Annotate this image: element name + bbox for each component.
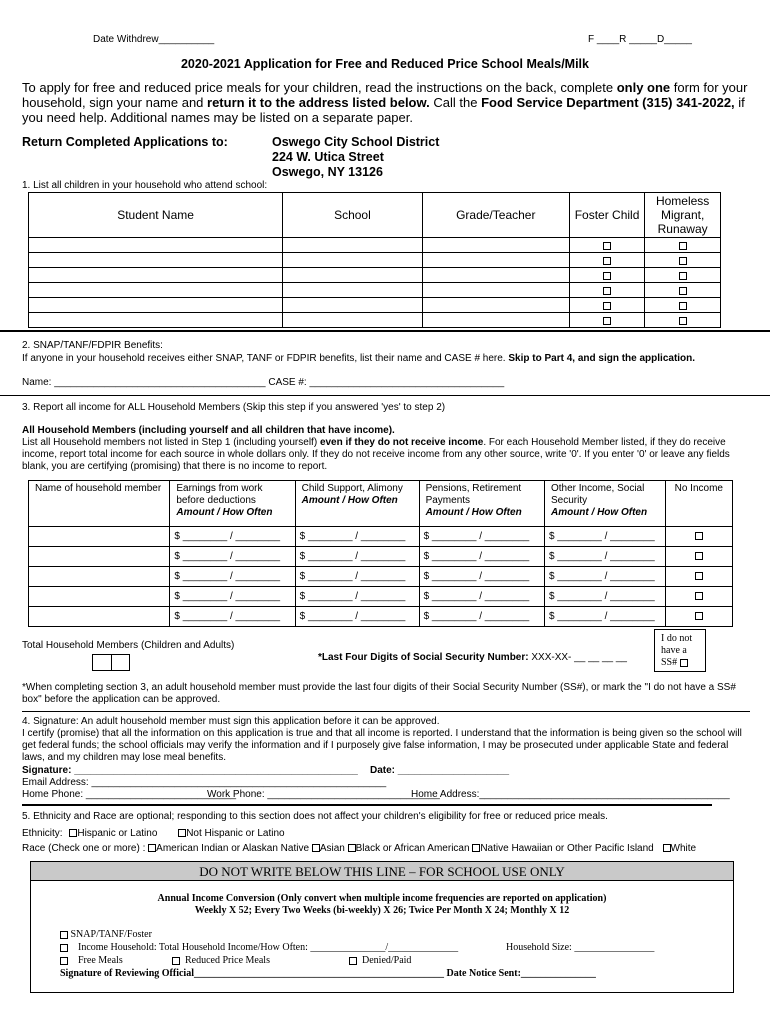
step3-label: 3. Report all income for ALL Household Members (Skip this step if you answered 'yes' to step 2): [22, 402, 446, 413]
household-size-field[interactable]: Household Size: ________________: [506, 942, 655, 953]
children-table: [28, 192, 721, 328]
income-amount-field[interactable]: $ ________ / ________: [170, 587, 295, 607]
race-asian-checkbox[interactable]: [312, 844, 320, 852]
race-white-label: White: [670, 843, 697, 854]
homeless-cell: [645, 253, 721, 268]
reduced-option: [172, 955, 270, 966]
income-header: [29, 481, 733, 527]
date-notice-label: Date Notice Sent:: [446, 968, 521, 979]
no-income-cell: [665, 567, 732, 587]
header-child-support-label: Child Support, Alimony: [301, 483, 403, 494]
homeless-checkbox[interactable]: [679, 242, 687, 250]
intro-text-2: form for your household, sign your name and: [22, 80, 748, 110]
school-cell[interactable]: [283, 283, 423, 298]
foster-child-checkbox[interactable]: [603, 302, 611, 310]
hispanic-label: Hispanic or Latino: [77, 828, 158, 839]
no-ssn-box[interactable]: [654, 629, 706, 672]
ethnicity-row: [22, 828, 285, 839]
income-amount-field[interactable]: $ ________ / ________: [544, 567, 665, 587]
no-income-checkbox[interactable]: [695, 552, 703, 560]
step5-label: 5. Ethnicity and Race are optional; responding to this section does not affect your children's eligibility for free or reduced price meals.: [22, 811, 608, 822]
intro-text-3: Call the: [429, 95, 482, 110]
income-household-checkbox[interactable]: [60, 944, 68, 952]
student-name-cell[interactable]: [29, 298, 283, 313]
income-row: [29, 587, 733, 607]
child-row: [29, 313, 721, 328]
grade-teacher-cell[interactable]: [422, 298, 569, 313]
step3-text-2: . For each Household Member listed, if they do receive income, report total income for each source in whole dollars only. If they do not receive income from any other source, write '0'. If you enter '0' or leave any fields blank, you are certifying (promising) that there is no income to report.: [22, 437, 730, 472]
amount-how-often-label: Amount / How Often: [550, 507, 648, 518]
date-field[interactable]: Date: ____________________: [370, 765, 510, 776]
ssn-label: *Last Four Digits of Social Security Number:: [318, 652, 529, 663]
student-name-cell[interactable]: [29, 253, 283, 268]
child-row: [29, 253, 721, 268]
race-american-indian-checkbox[interactable]: [148, 844, 156, 852]
no-ssn-label: I do not have a SS#: [661, 633, 693, 668]
income-amount-field[interactable]: $ ________ / ________: [170, 567, 295, 587]
homeless-cell: [645, 298, 721, 313]
homeless-checkbox[interactable]: [679, 272, 687, 280]
no-income-checkbox[interactable]: [695, 592, 703, 600]
header-homeless: Homeless Migrant, Runaway: [645, 193, 721, 238]
homeless-checkbox[interactable]: [679, 287, 687, 295]
address-line-2: 224 W. Utica Street: [272, 150, 384, 164]
header-pensions-label: Pensions, Retirement Payments: [425, 483, 522, 506]
race-white-checkbox[interactable]: [663, 844, 671, 852]
child-row: [29, 268, 721, 283]
homeless-checkbox[interactable]: [679, 302, 687, 310]
income-row: [29, 547, 733, 567]
no-ssn-checkbox[interactable]: [680, 659, 688, 667]
no-income-cell: [665, 547, 732, 567]
income-amount-field[interactable]: $ ________ / ________: [295, 527, 419, 547]
children-table-header: [29, 193, 721, 238]
intro-paragraph: [22, 80, 757, 125]
email-field[interactable]: Email Address: _____________________________________________________: [22, 777, 387, 788]
no-income-cell: [665, 527, 732, 547]
ssn-input[interactable]: XXX-XX- __ __ __ __: [531, 652, 627, 663]
income-table: [28, 480, 733, 627]
income-amount-field[interactable]: $ ________ / ________: [544, 587, 665, 607]
student-name-cell[interactable]: [29, 283, 283, 298]
divider: [22, 711, 750, 712]
snap-checkbox[interactable]: [60, 931, 68, 939]
snap-label: SNAP/TANF/Foster: [70, 929, 152, 940]
denied-option: [349, 955, 411, 966]
school-cell[interactable]: [283, 238, 423, 253]
ethnicity-label: Ethnicity:: [22, 828, 63, 839]
header-child-support: [295, 481, 419, 527]
income-amount-field[interactable]: $ ________ / ________: [170, 607, 295, 627]
reduced-label: Reduced Price Meals: [185, 955, 270, 966]
grade-teacher-cell[interactable]: [422, 268, 569, 283]
total-digit-2[interactable]: [112, 655, 130, 670]
member-name-cell[interactable]: [29, 567, 170, 587]
intro-bold-3: Food Service Department (315) 341-2022,: [481, 95, 735, 110]
page-title: 2020-2021 Application for Free and Reduced Price School Meals/Milk: [180, 57, 589, 71]
income-amount-field[interactable]: $ ________ / ________: [419, 587, 544, 607]
homeless-cell: [645, 283, 721, 298]
intro-bold-1: only one: [616, 80, 671, 95]
race-black-checkbox[interactable]: [348, 844, 356, 852]
foster-child-checkbox[interactable]: [603, 257, 611, 265]
race-black-label: Black or African American: [355, 843, 470, 854]
grade-teacher-cell[interactable]: [422, 253, 569, 268]
children-rows: [29, 238, 721, 328]
income-row: [29, 607, 733, 627]
foster-child-checkbox[interactable]: [603, 272, 611, 280]
total-members-label: Total Household Members (Children and Adults): [22, 640, 235, 651]
home-phone-field[interactable]: Home Phone: ___________________________: [22, 789, 237, 800]
race-label: Race (Check one or more) :: [22, 843, 146, 854]
signature-field[interactable]: Signature: ___________________________________________________: [22, 765, 358, 776]
foster-child-cell: [569, 313, 644, 328]
frd-codes: F ____R _____D_____: [588, 34, 692, 45]
no-income-checkbox[interactable]: [695, 612, 703, 620]
no-income-checkbox[interactable]: [695, 532, 703, 540]
student-name-cell[interactable]: [29, 238, 283, 253]
income-amount-field[interactable]: $ ________ / ________: [295, 587, 419, 607]
foster-child-checkbox[interactable]: [603, 317, 611, 325]
member-name-cell[interactable]: [29, 607, 170, 627]
header-other-income-label: Other Income, Social Security: [550, 483, 645, 506]
address-line-1: Oswego City School District: [272, 135, 440, 149]
header-other-income: [544, 481, 665, 527]
income-amount-field[interactable]: $ ________ / ________: [170, 547, 295, 567]
header-member-name-label: Name of household member: [35, 483, 162, 494]
child-row: [29, 298, 721, 313]
income-row: [29, 527, 733, 547]
reduced-checkbox[interactable]: [172, 957, 180, 965]
foster-child-cell: [569, 268, 644, 283]
amount-how-often-label: Amount / How Often: [425, 507, 522, 518]
school-use-banner: DO NOT WRITE BELOW THIS LINE – FOR SCHOOL USE ONLY: [30, 861, 734, 881]
race-hawaiian-label: Native Hawaiian or Other Pacific Island: [480, 843, 654, 854]
income-amount-field[interactable]: $ ________ / ________: [295, 607, 419, 627]
divider: [0, 395, 770, 396]
header-earnings: [170, 481, 295, 527]
income-amount-field[interactable]: $ ________ / ________: [295, 567, 419, 587]
step1-label: 1. List all children in your household who attend school:: [22, 180, 268, 191]
header-foster-child: Foster Child: [569, 193, 644, 238]
step3-heading: All Household Members (including yourself and all children that have income).: [22, 425, 395, 436]
not-hispanic-label: Not Hispanic or Latino: [186, 828, 285, 839]
official-signature-row: [60, 968, 596, 979]
step3-text-1: List all Household members not listed in Step 1 (including yourself): [22, 437, 320, 448]
address-line-3: Oswego, NY 13126: [272, 165, 383, 179]
snap-option: [60, 929, 152, 940]
student-name-cell[interactable]: [29, 268, 283, 283]
member-name-cell[interactable]: [29, 527, 170, 547]
foster-child-checkbox[interactable]: [603, 242, 611, 250]
race-american-indian-label: American Indian or Alaskan Native: [156, 843, 310, 854]
no-income-checkbox[interactable]: [695, 572, 703, 580]
step2-label: 2. SNAP/TANF/FDPIR Benefits:: [22, 340, 163, 351]
income-amount-field[interactable]: $ ________ / ________: [419, 567, 544, 587]
ssn-row: [318, 652, 627, 663]
income-amount-field[interactable]: $ ________ / ________: [544, 607, 665, 627]
date-notice-field[interactable]: _______________: [520, 968, 596, 979]
date-withdrew: Date Withdrew__________: [93, 34, 215, 45]
homeless-checkbox[interactable]: [679, 317, 687, 325]
official-signature-field[interactable]: __________________________________________________: [193, 968, 444, 979]
header-student-name: Student Name: [29, 193, 283, 238]
header-pensions: [419, 481, 544, 527]
income-amount-field[interactable]: $ ________ / ________: [295, 547, 419, 567]
denied-checkbox[interactable]: [349, 957, 357, 965]
intro-bold-2: return it to the address listed below.: [207, 95, 430, 110]
income-amount-field[interactable]: $ ________ / ________: [419, 547, 544, 567]
homeless-cell: [645, 238, 721, 253]
amount-how-often-label: Amount / How Often: [176, 507, 273, 518]
school-cell[interactable]: [283, 313, 423, 328]
income-rows: [29, 527, 733, 627]
header-earnings-label: Earnings from work before deductions: [176, 483, 263, 506]
intro-text-4: if you need help. Additional names may be listed on a separate paper.: [22, 95, 745, 125]
step2-instructions: If anyone in your household receives either SNAP, TANF or FDPIR benefits, list their name and CASE # here.: [22, 353, 506, 364]
grade-teacher-cell[interactable]: [422, 313, 569, 328]
homeless-checkbox[interactable]: [679, 257, 687, 265]
income-row: [29, 567, 733, 587]
step3-instructions: [22, 437, 752, 473]
school-cell[interactable]: [283, 268, 423, 283]
ssn-note: *When completing section 3, an adult household member must provide the last four digits of their Social Security Number (SS#), or mark the "I do not have a SS# box" before the application can be approved.: [22, 682, 736, 705]
child-row: [29, 283, 721, 298]
race-row: [22, 843, 696, 854]
denied-label: Denied/Paid: [362, 955, 412, 966]
race-asian-label: Asian: [319, 843, 345, 854]
income-amount-field[interactable]: $ ________ / ________: [170, 527, 295, 547]
income-household-label: Income Household: Total Household Income/How Often: _______________/______________: [78, 942, 459, 953]
certify-text: I certify (promise) that all the information on this application is true and that all income is reported. I understand that the information is being given so the school will get federal funds; the school officials may verify the information and if I purposely give false information, I may be prosecuted under applicable State and federal laws, and my children may lose meal benefits.: [22, 728, 742, 763]
foster-child-cell: [569, 253, 644, 268]
free-option: [60, 955, 123, 966]
school-cell[interactable]: [283, 253, 423, 268]
header-no-income: [665, 481, 732, 527]
grade-teacher-cell[interactable]: [422, 238, 569, 253]
total-digit-1[interactable]: [93, 655, 112, 670]
homeless-cell: [645, 313, 721, 328]
divider: [22, 804, 712, 806]
foster-child-cell: [569, 283, 644, 298]
work-phone-field[interactable]: Work Phone: _______________________________: [207, 789, 440, 800]
header-school: School: [283, 193, 423, 238]
income-amount-field[interactable]: $ ________ / ________: [544, 527, 665, 547]
step4-label: 4. Signature: An adult household member must sign this application before it can be approved.: [22, 716, 440, 727]
step3-bold: even if they do not receive income: [319, 437, 484, 448]
income-household-option: [60, 942, 458, 953]
home-address-field[interactable]: Home Address:_____________________________________________: [411, 789, 730, 800]
school-cell[interactable]: [283, 298, 423, 313]
member-name-cell[interactable]: [29, 547, 170, 567]
no-income-cell: [665, 587, 732, 607]
header-grade-teacher: Grade/Teacher: [422, 193, 569, 238]
income-amount-field[interactable]: $ ________ / ________: [544, 547, 665, 567]
conversion-line-1: Annual Income Conversion (Only convert when multiple income frequencies are reported on application): [157, 893, 607, 904]
snap-name-case-field[interactable]: Name: ______________________________________ CASE #: ___________________________________: [22, 377, 505, 388]
total-members-input[interactable]: [92, 654, 130, 671]
intro-text-1: To apply for free and reduced price meals for your children, read the instructions on the back, complete: [22, 80, 617, 95]
student-name-cell[interactable]: [29, 313, 283, 328]
not-hispanic-checkbox[interactable]: [178, 829, 186, 837]
foster-child-checkbox[interactable]: [603, 287, 611, 295]
grade-teacher-cell[interactable]: [422, 283, 569, 298]
foster-child-cell: [569, 298, 644, 313]
child-row: [29, 238, 721, 253]
homeless-cell: [645, 268, 721, 283]
foster-child-cell: [569, 238, 644, 253]
member-name-cell[interactable]: [29, 587, 170, 607]
free-checkbox[interactable]: [60, 957, 68, 965]
header-no-income-label: No Income: [674, 483, 723, 494]
free-label: Free Meals: [78, 955, 123, 966]
income-amount-field[interactable]: $ ________ / ________: [419, 527, 544, 547]
official-signature-label: Signature of Reviewing Official: [60, 968, 194, 979]
conversion-line-2: Weekly X 52; Every Two Weeks (bi-weekly) X 26; Twice Per Month X 24; Monthly X 12: [194, 905, 570, 916]
return-label: Return Completed Applications to:: [22, 135, 228, 149]
section-divider: [0, 330, 770, 332]
no-income-cell: [665, 607, 732, 627]
step2-skip-note: Skip to Part 4, and sign the application.: [505, 353, 696, 364]
return-address: [272, 135, 439, 180]
header-member-name: [29, 481, 170, 527]
step2-text: [22, 353, 695, 364]
amount-how-often-label: Amount / How Often: [301, 495, 398, 506]
income-amount-field[interactable]: $ ________ / ________: [419, 607, 544, 627]
